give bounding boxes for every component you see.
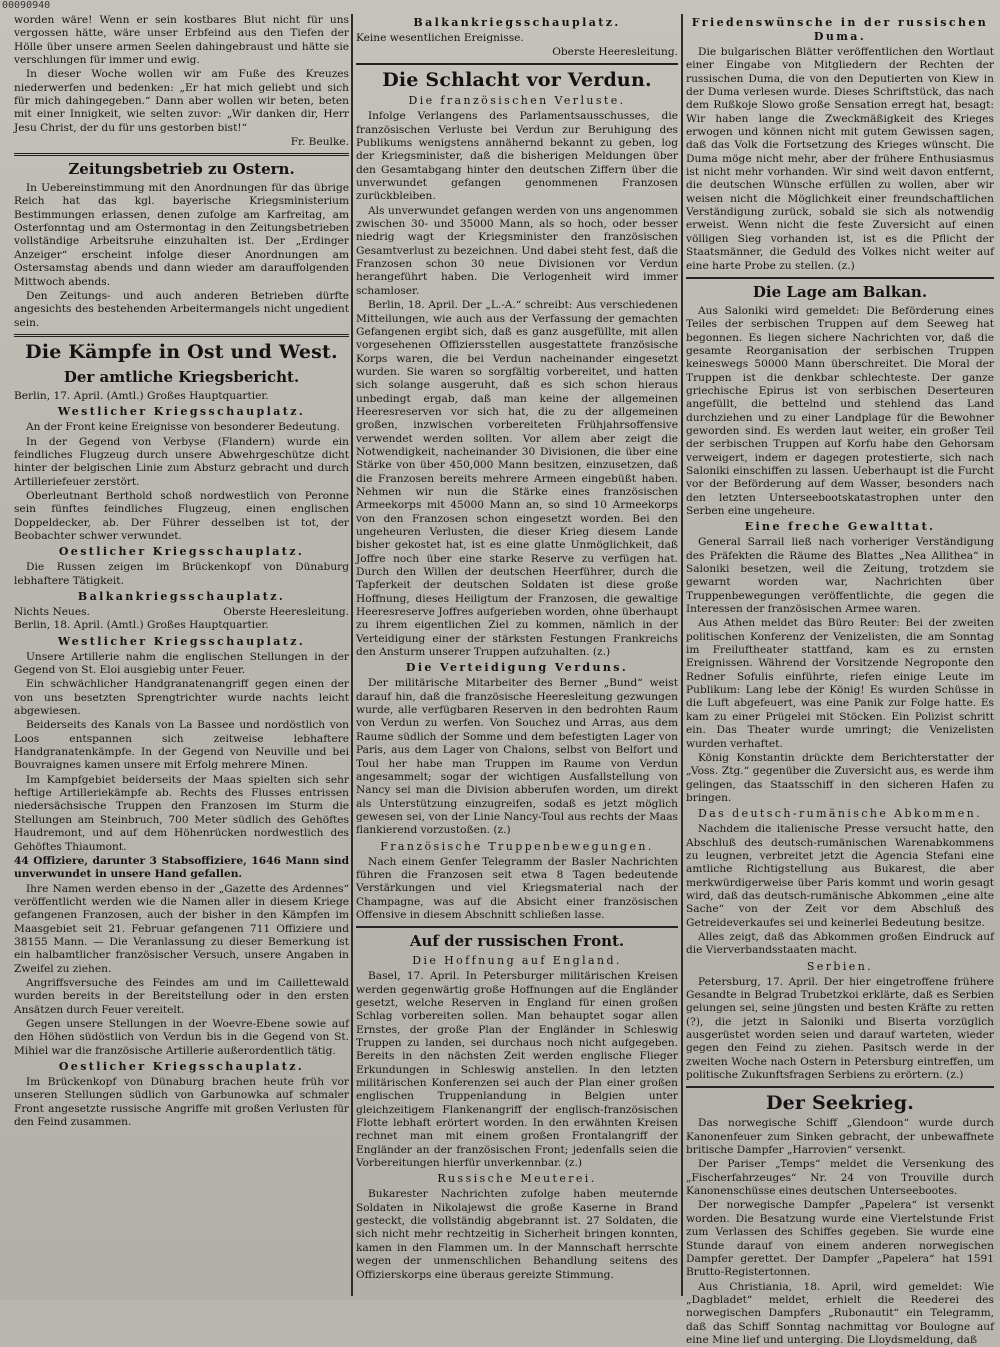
column-rule-1 — [351, 14, 353, 1296]
kaempfe-headline: Die Kämpfe in Ost und West. — [25, 340, 338, 363]
page-identifier: 00090940 — [2, 0, 51, 11]
section-ost-2: Oestlicher Kriegsschauplatz. — [58, 1060, 305, 1073]
verdun-headline: Die Schlacht vor Verdun. — [382, 69, 652, 92]
divider — [686, 1086, 994, 1088]
balkan-line — [14, 606, 349, 619]
verdun-paragraph: Berlin, 18. April. Der „L.-A.“ schreibt: Aus verschiedenen Mitteilungen, wie auch aus der Verfassung der gemachten Gefangenen ergibt sich, daß es ganz ausgefüllte, mit allen vorgesehenen Offiziersstellen ausgestattete französische Korps waren, die bei Verdun nacheinander eingesetzt wurden. Sie waren so sorgfältig vorbereitet, und hatten sich solange ausgeruht, daß es sich schon hieraus unbedingt ergab, daß man keine der allgemeinen Heeresreserven vor sich hat, die zu der allgemeinen großen, inzwischen vorbereiteten Frühjahrsoffensive verwendet werden sollten. Vor allem aber zeigt die Notwendigkeit, nacheinander 30 Divisionen, die über eine Stärke von über 450,000 Mann besitzen, einzusetzen, daß die Franzosen bereits mehrere Armeen eingebüßt haben. Nehmen wir nun die Stärke eines französischen Armeekorps mit 45000 Mann an, so sind 10 Armeekorps von den Franzosen schon eingesetzt worden. Bei den ungeheuren Verlusten, die dieser Krieg diesem Lande bisher gekostet hat, ist es eine glatte Unmöglichkeit, daß Joffre noch über eine starke Reserve zu verfügen hat. Durch den Willen der deutschen Heerführer, durch die Tapferkeit der deutschen Soldaten ist diese große Hoffnung, dieses Heiligtum der Franzosen, die gewaltige Heeresreserve Joffres aufgerieben worden, ohne überhaupt zu ihrem eigentlichen Ziel zu kommen, nämlich in der Verteidigung einer der stärksten Festungen Frankreichs den Ansturm unserer Truppen aufzuhalten. (z.) — [356, 299, 678, 659]
balkan-sig-2: Oberste Heeresleitung. — [552, 46, 678, 59]
divider — [686, 277, 994, 279]
hoffnung-england-subheadline: Die Hoffnung auf England. — [412, 954, 622, 968]
report-paragraph: Unsere Artillerie nahm die englischen Stellungen in der Gegend von St. Eloi ausgiebig unter Feuer. — [14, 650, 349, 677]
dateline-berlin-17: Berlin, 17. April. (Amtl.) Großes Hauptquartier. — [14, 389, 269, 402]
balkan-paragraph: Aus Saloniki wird gemeldet: Die Beförderung eines Teiles der serbischen Truppen auf dem Seeweg hat begonnen. Es liegen sichere Nachrichten vor, daß die gesamte Reorganisation der serbischen Truppen keineswegs 50000 Mann überschreitet. Die Moral der Truppen ist die denkbar schlechteste. Der ganze griechische Epirus ist von serbischen Deserteuren angefüllt, die bettelnd und stehlend das Land durchziehen und zu einer Landplage für die Bewohner geworden sind. Es werden laut weiter, ein großer Teil der serbischen Truppen auf Korfu habe den Gehorsam verweigert, indem er dagegen protestierte, sich nach Saloniki einschiffen zu lassen. Ueberhaupt ist die Furcht vor der Beförderung auf dem Wasser, besonders nach den letzten Unterseebootskatastrophen unter den Serben eine ungeheure. — [686, 304, 994, 517]
zeitungsbetrieb-paragraph-2: Den Zeitungs- und auch anderen Betrieben dürfte angesichts des bestehenden Arbeitermangels nicht ungedient sein. — [14, 289, 349, 329]
report-paragraph: Angriffsversuche des Feindes am und im Caillettewald wurden bereits in der Bereitstellung oder in den ersten Ansätzen durch Feuer vereitelt. — [14, 976, 349, 1016]
column-2 — [356, 14, 678, 1296]
seekrieg-paragraph: Aus Christiania, 18. April, wird gemeldet: Wie „Dagbladet“ meldet, erhielt die Reederei des norwegischen Dampfers „Rubonautit“ ein Telegramm, daß das Schiff Sonntag nachmittag vor Boulogne auf eine Mine lief und unterging. Die Lloydsmeldung, daß — [686, 1280, 994, 1346]
seekrieg-paragraph: Der Pariser „Temps“ meldet die Versenkung des „Fischerfahrzeuges“ Nr. 24 von Trouville durch Kanonenschüsse eines deutschen Unterseebootes. — [686, 1158, 994, 1198]
column-3 — [686, 14, 994, 1346]
balkan-news: Nichts Neues. — [14, 606, 90, 618]
report-paragraph: In der Gegend von Verbyse (Flandern) wurde ein feindliches Flugzeug durch unsere Abwehrgeschütze dicht hinter der belgischen Linie zum Absturz gebracht und durch Artilleriefeuer zerstört. — [14, 435, 349, 488]
balkan-paragraph: Petersburg, 17. April. Der hier eingetroffene frühere Gesandte in Belgrad Trubetzkoi erklärte, daß es Serbien gelungen sei, seine jüngsten und besten Kräfte zu retten (?), die jetzt in Saloniki und Biserta vorzüglich ausgerüstet worden seien und darauf warteten, wieder gegen den Feind zu ziehen. Pasitsch werde in der zweiten Woche nach Ostern in Petersburg eintreffen, um politische Zukunftsfragen Serbiens zu erörtern. (z.) — [686, 975, 994, 1082]
dateline-berlin-18: Berlin, 18. April. (Amtl.) Großes Hauptquartier. — [14, 619, 269, 632]
easter-poem-tail: worden wäre! Wenn er sein kostbares Blut nicht für uns vergossen hätte, wäre unser Erbfeind aus den Tiefen der Hölle über unsere armen Seelen dahingebraust und hätte sie verschlungen für immer und ewig. — [14, 14, 349, 67]
seekrieg-paragraph: Der norwegische Dampfer „Papelera“ ist versenkt worden. Die Besatzung wurde eine Viertelstunde Frist zum Verlassen des Schiffes gegeben. Sie wurde eine Stunde darauf von einem anderen norwegischen Dampfer gerettet. Der Dampfer „Papelera“ hat 1591 Brutto-Registertonnen. — [686, 1199, 994, 1279]
verteidigung-subheadline: Die Verteidigung Verduns. — [405, 661, 629, 675]
column-rule-2 — [681, 14, 683, 1296]
balkan-paragraph: Nachdem die italienische Presse versucht hatte, den Abschluß des deutsch-rumänischen Warenabkommens zu leugnen, verbreitet jetzt die Agencia Stefani eine amtliche Richtigstellung aus Bukarest, die aber merkwürdigerweise über Paris kommt und worin gesagt wird, daß das deutsch-rumänische Abkommen „eine alte Sache“ von der Zeit vor dem Abschluß des Getreideverkaufes sei und keinerlei Bedeutung besitze. — [686, 823, 994, 929]
meuterei-subheadline: Russische Meuterei. — [437, 1172, 597, 1186]
abkommen-subheadline: Das deutsch-rumänische Abkommen. — [697, 807, 983, 821]
report-paragraph: Die Russen zeigen im Brückenkopf von Dünaburg lebhaftere Tätigkeit. — [14, 561, 349, 587]
frieden-paragraph: Die bulgarischen Blätter veröffentlichen den Wortlaut einer Eingabe von Mitgliedern der Rechten der russischen Duma, die von den Deputierten von Kiew in der Duma verlesen wurde. Dieses Schriftstück, das nach dem Rußkoje Slowo große Sensation erregt hat, besagt: Wir haben lange die Zweckmäßigkeit des Krieges erwogen und können nicht mit gutem Gewissen sagen, daß das Volk die Fortsetzung des Krieges wünscht. Die Duma möge nicht mehr, aber der frühere Enthusiasmus ist nicht mehr vorhanden. Wir sind weit davon entfernt, die deutschen Wünsche erfüllen zu wollen, aber wir weisen nicht die Möglichkeit einer freundschaftlichen Verständigung zurück, sobald sie sich als notwendig erweist. Wenn nicht die feste Zuversicht auf einen völligen Sieg vorhanden ist, ist es die Pflicht der Staatsmänner, die Geduld des Volkes nicht weiter auf eine harte Probe zu stellen. (z.) — [686, 46, 994, 272]
easter-signature: Fr. Beulke. — [290, 136, 349, 149]
divider — [356, 63, 678, 65]
balkan-paragraph: König Konstantin drückte dem Berichterstatter der „Voss. Ztg.“ gegenüber die Zuversicht aus, es werde ihm gelingen, das Staatsschiff in den sicheren Hafen zu bringen. — [686, 751, 994, 804]
verdun-paragraph: Der militärische Mitarbeiter des Berner „Bund“ weist darauf hin, daß die französische Heeresleitung gezwungen wurde, alle verfügbaren Reserven in den bedrohten Raum von Verdun zu werfen. Von Souchez und Arras, aus dem Raume südlich der Somme und dem befestigten Lager von Paris, aus dem Lager von Chalons, selbst von Belfort und Toul her habe man Truppen im Raume von Verdun angesammelt; sogar der wichtigen Ausfallstellung von Nancy sei man die Division abberufen worden, um direkt als Unterstützung einzugreifen, sodaß es jetzt möglich gewesen sei, von der Linie Nancy-Toul aus rechts der Maas flankierend vorzustoßen. (z.) — [356, 677, 678, 837]
gewaltat-subheadline: Eine freche Gewalttat. — [744, 520, 936, 534]
divider — [14, 153, 349, 156]
verdun-paragraph: Als unverwundet gefangen werden von uns angenommen zwischen 30- und 35000 Mann, als so hoch, oder besser niedrig wagt der Kriegsminister den französischen Gesamtverlust zu bezeichnen. Und dabei steht fest, daß die Franzosen schon 30 neue Divisionen vor Verdun herangeführt haben. Die Verlogenheit wird immer schamloser. — [356, 204, 678, 297]
verdun-subheadline: Die französischen Verluste. — [408, 94, 626, 108]
serbien-subheadline: Serbien. — [806, 959, 874, 973]
column-1 — [14, 14, 349, 1296]
seekrieg-paragraph: Das norwegische Schiff „Glendoon“ wurde durch Kanonenfeuer zum Sinken gebracht, der unbewaffnete britische Dampfer „Harrovien“ versenkt. — [686, 1117, 994, 1157]
easter-poem-tail-2: In dieser Woche wollen wir am Fuße des Kreuzes niederwerfen und bedenken: „Er hat mich geliebt und sich für mich dahingegeben.“ Dann aber wollen wir beten, beten mit einer Innigkeit, wie selten zuvor: „Wir danken dir, Herr Jesu Christ, der du für uns gestorben bist!“ — [14, 68, 349, 134]
kriegsbericht-subheadline: Der amtliche Kriegsbericht. — [63, 367, 300, 386]
section-balkan-2: Balkankriegsschauplatz. — [413, 16, 621, 29]
section-west-2: Westlicher Kriegsschauplatz. — [57, 634, 306, 648]
divider — [14, 334, 349, 337]
divider — [356, 926, 678, 928]
report-paragraph: Im Brückenkopf von Dünaburg brachen heute früh vor unseren Stellungen südlich von Garbunowka auf schmaler Front angesetzte russische Angriffe mit großen Verlusten für den Feind zusammen. — [14, 1076, 349, 1129]
seekrieg-headline: Der Seekrieg. — [765, 1092, 915, 1115]
report-paragraph: An der Front keine Ereignisse von besonderer Bedeutung. — [26, 421, 341, 434]
friedenswuensche-subheadline: Friedenswünsche in der russischen Duma. — [691, 16, 989, 43]
section-balkan-1: Balkankriegsschauplatz. — [77, 590, 286, 603]
balkan-lage-headline: Die Lage am Balkan. — [752, 282, 928, 301]
balkan-news-2: Keine wesentlichen Ereignisse. — [356, 32, 524, 44]
report-paragraph: Ihre Namen werden ebenso in der „Gazette des Ardennes“ veröffentlicht werden wie die Namen aller in diesem Kriege gefangenen Franzosen, auch der bisher in den Kämpfen im Maasgebiet seit 21. Februar gefangenen 711 Offiziere und 38155 Mann. — Die Veranlassung zu dieser Bemerkung ist ein halbamtlicher französischer Versuch, unsere Angaben in Zweifel zu ziehen. — [14, 882, 349, 975]
report-paragraph: Im Kampfgebiet beiderseits der Maas spielten sich sehr heftige Artilleriekämpfe ab. Rechts des Flusses entrissen niedersächsische Truppen den Franzosen im Sturm die Stellungen am Steinbruch, 700 Meter südlich des Gehöftes Haudremont, und auf dem Höhenrücken nordwestlich des Gehöftes Thiaumont. — [14, 773, 349, 853]
zeitungsbetrieb-paragraph: In Uebereinstimmung mit den Anordnungen für das übrige Reich hat das kgl. bayerische Kriegsministerium Bestimmungen erlassen, denen zufolge am Karfreitag, am Osterfonntag und am Ostermontag in den Zeitungsbetrieben vollständige Arbeitsruhe einzuhalten ist. Der „Erdinger Anzeiger“ erscheint infolge dieser Anordnungen am Ostersamstag abends und dann wieder am darauffolgenden Mittwoch abends. — [14, 182, 349, 288]
report-paragraph: Beiderseits des Kanals von La Bassee und nordöstlich von Loos entspannen sich zeitweise lebhaftere Handgranatenkämpfe. In der Gegend von Neuville und bei Bouvraignes kamen unsere mit Erfolg mehrere Minen. — [14, 719, 349, 772]
report-paragraph: Oberleutnant Berthold schoß nordwestlich von Peronne sein fünftes feindliches Flugzeug, einen englischen Doppeldecker, ab. Der Führer desselben ist tot, der Beobachter schwer verwundet. — [14, 489, 349, 542]
verdun-paragraph: Infolge Verlangens des Parlamentsausschusses, die französischen Verluste bei Verdun zur Beruhigung des Publikums wenigstens annähernd bekannt zu geben, log der Kriegsminister, daß die bisherigen Meldungen über den Gesamtabgang hinter den deutschen Ziffern über die unverwundet gefangen genommenen Franzosen zurückbleiben. — [356, 110, 678, 203]
section-west-1: Westlicher Kriegsschauplatz. — [57, 405, 306, 419]
balkan-sig: Oberste Heeresleitung. — [223, 606, 349, 618]
balkan-paragraph: Alles zeigt, daß das Abkommen großen Eindruck auf die Vierverbandsstaaten macht. — [686, 930, 994, 957]
russland-paragraph: Basel, 17. April. In Petersburger militärischen Kreisen werden gegenwärtig große Hoffnungen auf die Engländer gesetzt, welche Reserven in England für einen großen Schlag vorbereiten sollen. Man behauptet sogar allen Ernstes, der große Plan der Engländer in Schleswig Truppen zu landen, sei durchaus noch nicht aufgegeben. Bereits in den nächsten Zeit werden englische Flieger Erkundungen in Schleswig anstellen. In den letzten militärischen Konferenzen sei auch der Plan einer großen englischen Truppenlandung in Belgien unter gleichzeitigem Flankenangriff der englisch-französischen Flotte lebhaft erörtert worden. In den erwähnten Kreisen rechnet man mit einem großen Frontalangriff der Engländer an der französischen Front; jedenfalls seien die Vorbereitungen hierfür unverkennbar. (z.) — [356, 970, 678, 1170]
report-paragraph: Ein schwächlicher Handgranatenangriff gegen einen der von uns besetzten Sprengtrichter wurde nachts leicht abgewiesen. — [14, 678, 349, 718]
truppenbewegungen-subheadline: Französische Truppenbewegungen. — [380, 839, 654, 853]
zeitungsbetrieb-headline: Zeitungsbetrieb zu Ostern. — [68, 160, 295, 179]
report-paragraph: Gegen unsere Stellungen in der Woevre-Ebene sowie auf den Höhen südöstlich von Verdun bis in die Gegend von St. Mihiel war die französische Artillerie außerordentlich tätig. — [14, 1017, 349, 1057]
russische-front-headline: Auf der russischen Front. — [409, 932, 625, 951]
verdun-paragraph: Nach einem Genfer Telegramm der Basler Nachrichten führen die Franzosen seit etwa 8 Tagen bedeutende Verstärkungen und viel Kriegsmaterial nach der Champagne, was auf die Absicht einer französischen Offensive in diesem Abschnitt schließen lasse. — [356, 855, 678, 921]
russland-paragraph: Bukarester Nachrichten zufolge haben meuternde Soldaten in Nikolajewst die große Kaserne in Brand gesteckt, die vollständig abgebrannt ist. 27 Soldaten, die sich nicht mehr rechtzeitig in Sicherheit bringen konnten, kamen in den Flammen um. In der Mannschaft herrschte wegen der unmenschlichen Behandlung seitens des Offizierskorps eine überaus gereizte Stimmung. — [356, 1188, 678, 1281]
balkan-paragraph: General Sarrail ließ nach vorheriger Verständigung des Präfekten die Räume des Blattes „Nea Allithea“ in Saloniki besetzen, weil die Zeitung, trotzdem sie gewarnt worden war, Nachrichten über Truppenbewegungen veröffentlichte, die gegen die Interessen der französischen Armee waren. — [686, 536, 994, 616]
balkan-paragraph: Aus Athen meldet das Büro Reuter: Bei der zweiten politischen Konferenz der Venizelisten, die am Sonntag im Freiluftheater stattfand, kam es zu ernsten Ereignissen. Während der Vorsitzende Negroponte den Redner Sofulis einführte, riefen einige Leute im Publikum: Lang lebe der König! Es wurden Schüsse in die Luft abgefeuert, was eine Panik zur Folge hatte. Es kam zu einer Prügelei mit Stöcken. Ein Polizist schritt ein. Das Theater wurde umringt; die Venizelisten wurden verhaftet. — [686, 617, 994, 750]
report-highlight: 44 Offiziere, darunter 3 Stabsoffiziere, 1646 Mann sind unverwundet in unsere Hand gefallen. — [14, 854, 349, 881]
section-ost-1: Oestlicher Kriegsschauplatz. — [58, 545, 305, 559]
